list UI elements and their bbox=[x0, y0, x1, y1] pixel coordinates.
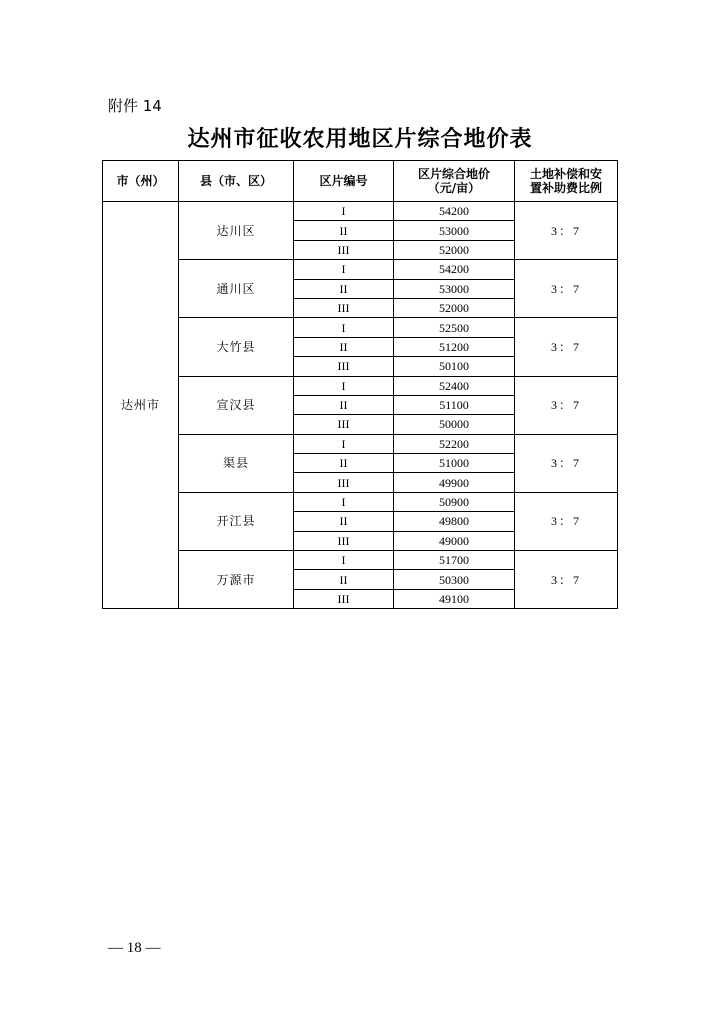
zone-cell: I bbox=[294, 202, 394, 221]
header-ratio-line1: 土地补偿和安 bbox=[529, 167, 602, 181]
county-cell: 通川区 bbox=[179, 260, 294, 318]
zone-cell: III bbox=[294, 589, 394, 608]
county-cell: 万源市 bbox=[179, 551, 294, 609]
price-cell: 53000 bbox=[394, 221, 515, 240]
zone-cell: I bbox=[294, 551, 394, 570]
zone-cell: I bbox=[294, 492, 394, 511]
county-cell: 宣汉县 bbox=[179, 376, 294, 434]
price-cell: 51100 bbox=[394, 395, 515, 414]
header-ratio-line2: 置补助费比例 bbox=[529, 181, 602, 195]
table-row bbox=[103, 551, 618, 570]
ratio-cell: 3：7 bbox=[515, 434, 618, 492]
price-cell: 51000 bbox=[394, 454, 515, 473]
county-cell: 大竹县 bbox=[179, 318, 294, 376]
page-number: — 18 — bbox=[108, 940, 161, 956]
table-header-row bbox=[103, 161, 618, 202]
zone-cell: II bbox=[294, 279, 394, 298]
price-cell: 52500 bbox=[394, 318, 515, 337]
zone-cell: II bbox=[294, 512, 394, 531]
zone-cell: III bbox=[294, 473, 394, 492]
header-price-line1: 区片综合地价 bbox=[417, 167, 490, 181]
zone-cell: II bbox=[294, 454, 394, 473]
ratio-cell: 3：7 bbox=[515, 318, 618, 376]
price-cell: 54200 bbox=[394, 202, 515, 221]
zone-cell: III bbox=[294, 357, 394, 376]
zone-cell: I bbox=[294, 376, 394, 395]
header-price-line2: （元/亩） bbox=[427, 181, 481, 195]
header-county: 县（市、区） bbox=[179, 161, 294, 202]
ratio-cell: 3：7 bbox=[515, 260, 618, 318]
county-cell: 开江县 bbox=[179, 492, 294, 550]
table-row bbox=[103, 434, 618, 453]
price-cell: 50100 bbox=[394, 357, 515, 376]
document-title: 达州市征收农用地区片综合地价表 bbox=[187, 126, 533, 152]
table-row bbox=[103, 202, 618, 221]
header-zone: 区片编号 bbox=[294, 161, 394, 202]
ratio-cell: 3：7 bbox=[515, 202, 618, 260]
attachment-label: 附件 14 bbox=[108, 97, 162, 115]
price-cell: 51200 bbox=[394, 337, 515, 356]
price-cell: 49100 bbox=[394, 589, 515, 608]
land-price-table bbox=[102, 160, 618, 609]
zone-cell: II bbox=[294, 570, 394, 589]
county-cell: 渠县 bbox=[179, 434, 294, 492]
header-ratio bbox=[515, 161, 618, 202]
zone-cell: I bbox=[294, 318, 394, 337]
price-cell: 49000 bbox=[394, 531, 515, 550]
county-cell: 达川区 bbox=[179, 202, 294, 260]
price-cell: 52400 bbox=[394, 376, 515, 395]
table-row bbox=[103, 492, 618, 511]
city-cell: 达州市 bbox=[103, 202, 179, 609]
table-row bbox=[103, 376, 618, 395]
price-cell: 52000 bbox=[394, 240, 515, 259]
ratio-cell: 3：7 bbox=[515, 551, 618, 609]
zone-cell: II bbox=[294, 337, 394, 356]
price-cell: 49800 bbox=[394, 512, 515, 531]
price-cell: 50000 bbox=[394, 415, 515, 434]
table-body bbox=[103, 202, 618, 609]
zone-cell: III bbox=[294, 298, 394, 317]
zone-cell: II bbox=[294, 221, 394, 240]
zone-cell: I bbox=[294, 434, 394, 453]
price-cell: 52200 bbox=[394, 434, 515, 453]
zone-cell: III bbox=[294, 240, 394, 259]
zone-cell: II bbox=[294, 395, 394, 414]
header-city: 市（州） bbox=[103, 161, 179, 202]
price-cell: 52000 bbox=[394, 298, 515, 317]
zone-cell: III bbox=[294, 415, 394, 434]
price-cell: 50900 bbox=[394, 492, 515, 511]
price-cell: 49900 bbox=[394, 473, 515, 492]
ratio-cell: 3：7 bbox=[515, 376, 618, 434]
header-price bbox=[394, 161, 515, 202]
table-row bbox=[103, 260, 618, 279]
price-cell: 53000 bbox=[394, 279, 515, 298]
zone-cell: I bbox=[294, 260, 394, 279]
ratio-cell: 3：7 bbox=[515, 492, 618, 550]
table-row bbox=[103, 318, 618, 337]
zone-cell: III bbox=[294, 531, 394, 550]
price-cell: 54200 bbox=[394, 260, 515, 279]
price-cell: 50300 bbox=[394, 570, 515, 589]
price-cell: 51700 bbox=[394, 551, 515, 570]
